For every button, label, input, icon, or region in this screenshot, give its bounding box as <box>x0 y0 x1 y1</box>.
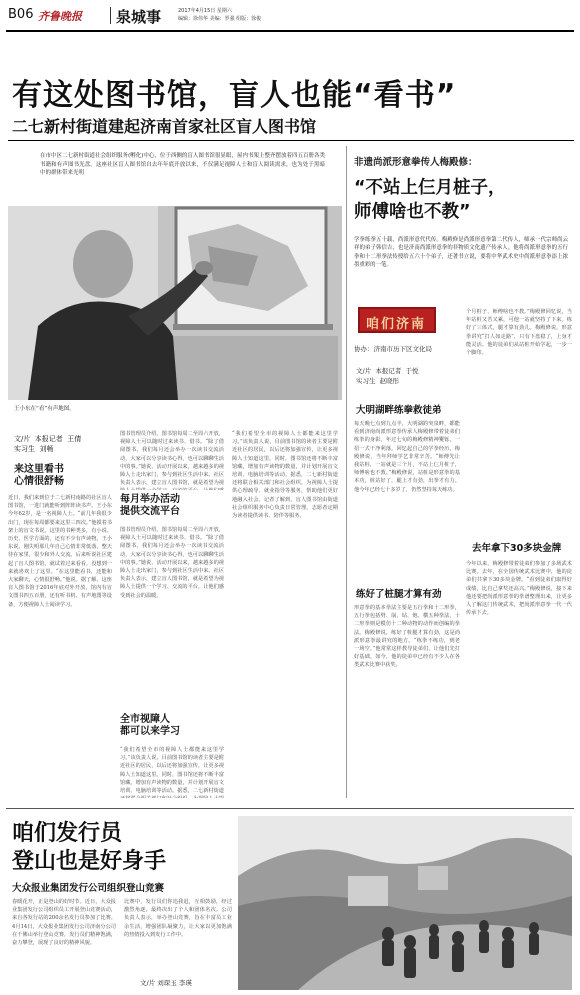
right-column-2: 个月桩子，师傅啥也不教。”梅殿修回忆说，当年站桩又苦又累，可他一站就坚持了下来。练好了三体式，腿才算有劲儿。梅殿修说，形意拳讲究“打人如走路”，只有下盘稳了，上身才能灵活。他的徒弟们从站桩开始学起，一步一个脚印。 <box>466 309 572 357</box>
lead-column-2c: “我们希望全市的视障人士都能来这里学习。”该负责人说，目前图书馆的读者主要是附近社区的居民，以后还将加强宣传，让更多视障人士知道这里。同时，图书馆还将不断丰富馆藏，增加有声读物的数量，并计划开展盲文培训、电脑培训等活动。据悉，二七新村街道 <box>120 747 224 795</box>
right-partner: 协办：济南市历下区文化局 <box>354 345 432 353</box>
lead-rule <box>8 140 574 141</box>
right-banner-text: 咱们济南 <box>366 317 427 332</box>
lead-intro: 在市中区二七新村街道社会组织服务(孵化)中心，位于西侧的盲人图书馆很显眼，屋内书架上整齐摆放着四五百册各类书籍和有声图书光盘。这座社区盲人图书馆自去年年底开放以来，不仅满足视障人士和盲人阅读需求，也为处于黑暗中的群体带来光明 <box>40 153 325 177</box>
bottom-byline: 文/片 刘琛玉 李瑛 <box>140 979 192 987</box>
right-byline: 文/片 本报记者 于悦 实习生 赵晓彤 <box>356 367 419 385</box>
right-headline: “不站上仨月桩子， 师傅啥也不教” <box>354 178 506 222</box>
lead-column-2b: 图书管理员介绍，图书馆每周二至周六开放，视障人士可以随时过来读书、借书。“除了借阅图书，我们每月还会举办一次读书交流活动，大家可以分享读书心得，也可以聊聊生活中的事。”她说，活动开展以来，越来越多的视障人士走出家门，参与到社区生活中来。社区负责人表示，建立盲人图书馆，就是希望为视障人士提供一个学习、交流的平台，让他们感受到社会的温暖。 <box>120 527 224 599</box>
lead-subhead-2: 每月举办活动 提供交流平台 <box>120 494 180 517</box>
masthead-logo: 齐鲁晚报 <box>38 10 82 23</box>
editor-credits: 编辑：徐伟华 美编：罗强 组版：徐俊 <box>178 16 262 22</box>
bottom-photo <box>238 816 572 990</box>
bottom-column-1: 春暖花开，正是登山的好时节。近日，大众报业集团发行公司组织员工开展登山竞赛活动，来自各发行站的200余名发行员参加了比赛。4月14日，大众报业集团发行公司济南分公司在千佛山举行登山竞赛，发行员们精神饱满，奋力攀登，展现了良好的精神风貌。 <box>12 899 116 947</box>
right-intro: 学拳练拳五十载，尚派形意代代传。梅殿修是尚派形意拳第二代传人，师承一代宗师尚云祥的弟子韩信吉，也是济南尚派形意拳的非物质文化遗产传承人。他将尚派形意拳的五行拳和十二形拳法传授给五六十个弟子，还著书立说，要将中华武术史中尚派形意拳添上浓墨重彩的一笔。 <box>354 237 568 269</box>
bottom-rule <box>6 808 574 809</box>
section-name: 泉城事 <box>116 8 162 26</box>
right-column-2b: 今年以来，梅殿修带着徒弟们参加了多场武术比赛。去年，在全国传统武术比赛中，他的徒弟们共拿下30多块金牌。“看到徒弟们取得好成绩，比自己拿奖还高兴。”梅殿修说，接下来他还要把尚派形意拳的拳谱整理出来，让更多人了解这门传统武术，把尚派形意拳一代一代传承下去。 <box>466 561 572 617</box>
page-number: B06 <box>8 7 34 22</box>
right-subhead-2: 练好了桩腿才算有劲 <box>356 589 442 600</box>
lead-column-3: “我们希望全市的视障人士都能来这里学习。”该负责人说，目前图书馆的读者主要是附近社区的居民，以后还将加强宣传，让更多视障人士知道这里。同时，图书馆还将不断丰富馆藏，增加有声读物的数量，并计划开展盲文培训、电脑培训等活动。据悉，二七新村街道还将联合相关部门和社会组织，为视障人士提供心理疏导、就业指导等服务，帮助他们更好地融入社会。记者了解到，盲人图书馆由街道社会组织服务中心负责日常管理，志愿者定期为读者提供读书、陪伴等服务。 <box>232 431 338 520</box>
lead-headline: 有这处图书馆，盲人也能“看书” <box>12 78 457 113</box>
issue-date: 2017年4月15日 星期六 <box>178 8 232 14</box>
right-kicker: 非遗尚派形意拳传人梅殿修： <box>354 157 478 168</box>
lead-photo-caption: 王小东在“看”有声地图。 <box>14 406 75 412</box>
bottom-headline: 咱们发行员 登山也是好身手 <box>12 821 167 874</box>
right-subhead-1: 大明湖畔练拳救徒弟 <box>356 405 442 416</box>
header-rule <box>6 30 574 32</box>
right-column-1b: 形意拳的基本拳法主要是五行拳和十二形拳，五行拳包括劈、崩、钻、炮、横五种拳法，十二形拳则是模仿十二种动物的动作而创编的拳法。梅殿修说，练好了桩腿才算有劲，这是尚派形意拳最讲究的地方。“练拳不练功，到老一场空。”他常常这样教导徒弟们，让他们先打好基础。如今，他的徒弟中已经有不少人在各类武术比赛中获奖。 <box>354 605 460 669</box>
right-column-1: 每天晚七点到九点半，大明湖趵突泉畔，都能看到济南尚派形意拳传承人梅殿修带着徒弟们练拳的身影。年过七旬的梅殿修精神矍铄，一招一式干净利落。回忆起自己的学拳经历，梅殿修说，当年拜师学艺非常辛苦。“师傅先让我站桩，一站就是三个月，不站上仨月桩子，师傅啥也不教。”梅殿修说，站桩是形意拳的基本功，桩站好了，腿上才有劲，出拳才有力。他今年已经七十多岁了，仍然坚持每天练功。 <box>354 421 460 493</box>
bottom-subheadline: 大众报业集团发行公司组织登山竞赛 <box>12 883 165 894</box>
lead-column-2a: 图书管理员介绍，图书馆每周二至周六开放，视障人士可以随时过来读书、借书。“除了借阅图书，我们每月还会举办一次读书交流活动，大家可以分享读书心得，也可以聊聊生活中的事。”她说，活动开展以来，越来越多的视障人士走出家门，参与到社区生活中来。社区负责人表示，建立盲人图书馆，就是希望为视 <box>120 431 224 487</box>
lead-subhead-1: 来这里看书 心情很舒畅 <box>14 464 64 487</box>
bottom-column-2: 比赛中，发行员们你追我赶，互相鼓励，经过激烈角逐，最终决出了个人和团体名次。公司负责人表示，举办登山竞赛，旨在丰富员工业余生活，增强团队凝聚力，让大家以更加饱满的热情投入到发行工作中。 <box>124 899 232 938</box>
right-banner <box>358 307 436 333</box>
lead-subheadline: 二七新村街道建起济南首家社区盲人图书馆 <box>12 117 317 136</box>
lead-photo <box>8 206 342 400</box>
lead-subhead-3: 全市视障人 都可以来学习 <box>120 714 180 737</box>
lead-photo-image <box>8 206 342 400</box>
bottom-photo-image <box>238 816 572 990</box>
right-story-divider <box>346 146 347 798</box>
header-divider <box>110 7 111 24</box>
lead-column-1: 近日，我们来到位于二七新村南路的社区盲人图书馆，一进门就能听到阵阵读书声。王小东今年62岁，是一名视障人士。“前几年我很少出门，现在每周都要来这里三四次。”他摸着书架上的盲文书说，这里的书种类多，有小说、历史、医学方面的，还有不少有声读物。王小东说，刚失明那几年自己心情非常低落，整天待在家里，很少和外人交流。后来听说社区建起了盲人图书馆，就试着过来看看，没想到一来就喜欢上了这里。“在这里能看书，还能和大家聊天，心情很舒畅。”他说。据了解，这座盲人图书馆于2016年底对外开放，馆内有盲文图书四五百册，还有听书机、有声地图等设备，方便视障人士阅读学习。 <box>8 495 112 608</box>
right-subhead-3: 去年拿下30多块金牌 <box>472 543 562 554</box>
lead-byline: 文/片 本报记者 王倩 实习生 刘畅 <box>14 435 82 453</box>
